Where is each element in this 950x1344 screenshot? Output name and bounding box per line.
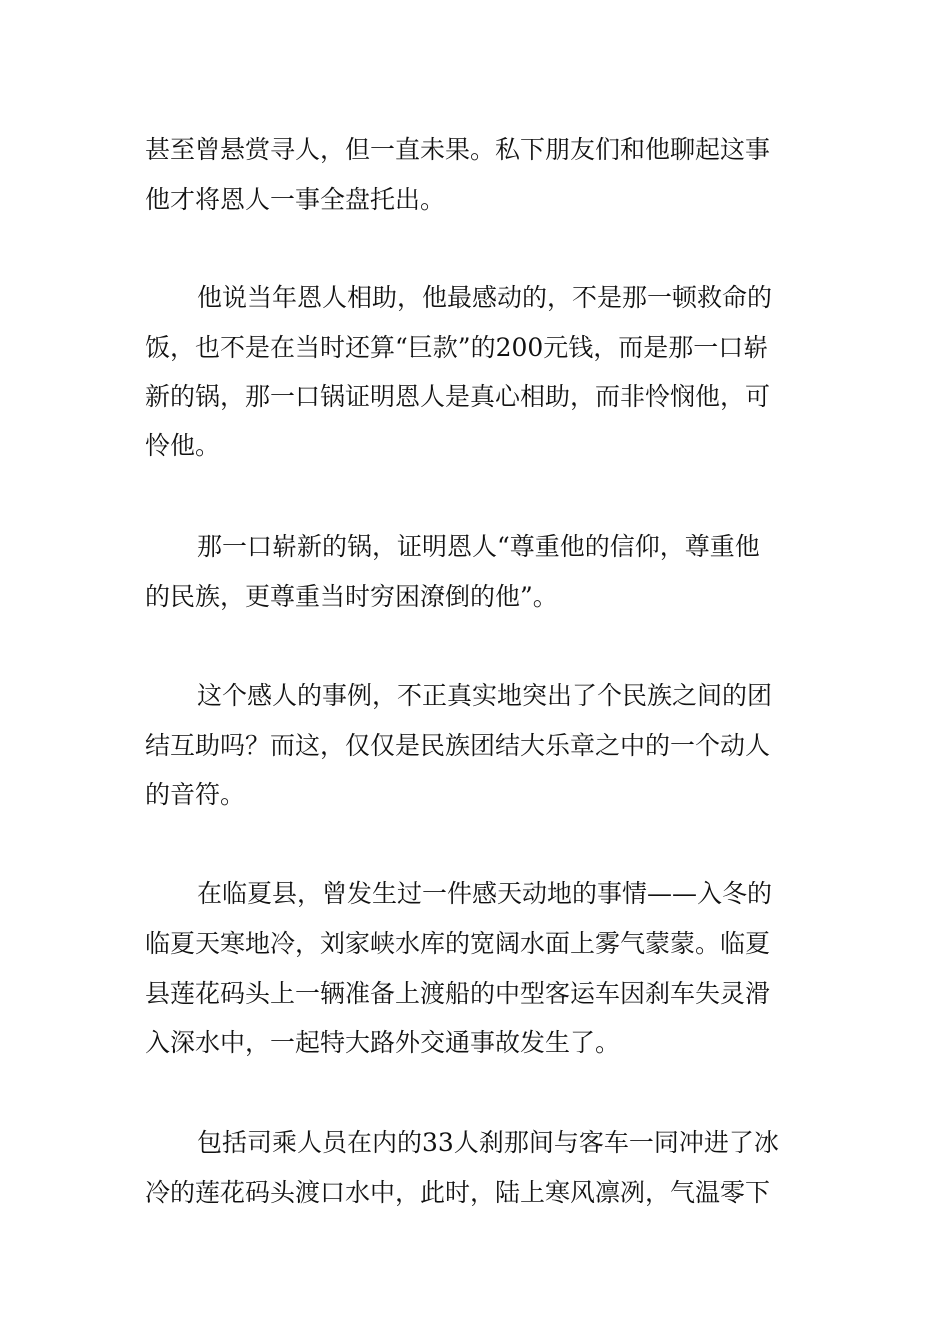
paragraph-first-line: 他说当年恩人相助，他最感动的，不是那一顿救命的 bbox=[197, 283, 773, 312]
paragraph-first-line: 在临夏县，曾发生过一件感天动地的事情——入冬的 bbox=[197, 879, 773, 908]
text-line: 饭，也不是在当时还算“巨款”的200元钱，而是那一口崭 bbox=[145, 333, 769, 362]
paragraph-first-line: 这个感人的事例，不正真实地突出了个民族之间的团 bbox=[197, 681, 773, 710]
text-line: 县莲花码头上一辆准备上渡船的中型客运车因刹车失灵滑 bbox=[145, 979, 771, 1008]
text-line: 怜他。 bbox=[145, 431, 221, 460]
text-line: 临夏天寒地冷，刘家峡水库的宽阔水面上雾气蒙蒙。临夏 bbox=[145, 929, 771, 958]
text-line: 甚至曾悬赏寻人，但一直未果。私下朋友们和他聊起这事 bbox=[145, 135, 771, 164]
text-line: 的音符。 bbox=[145, 780, 246, 809]
text-line: 的民族，更尊重当时穷困潦倒的他”。 bbox=[145, 582, 558, 611]
paragraph-first-line: 包括司乘人员在内的33人刹那间与客车一同冲进了冰 bbox=[197, 1128, 779, 1157]
text-line: 冷的莲花码头渡口水中，此时，陆上寒风凛冽，气温零下 bbox=[145, 1178, 771, 1207]
paragraph-first-line: 那一口崭新的锅，证明恩人“尊重他的信仰，尊重他 bbox=[197, 532, 760, 561]
text-line: 他才将恩人一事全盘托出。 bbox=[145, 185, 446, 214]
text-line: 入深水中，一起特大路外交通事故发生了。 bbox=[145, 1028, 621, 1057]
text-line: 新的锅，那一口锅证明恩人是真心相助，而非怜悯他，可 bbox=[145, 382, 771, 411]
text-line: 结互助吗？而这，仅仅是民族团结大乐章之中的一个动人 bbox=[145, 731, 771, 760]
